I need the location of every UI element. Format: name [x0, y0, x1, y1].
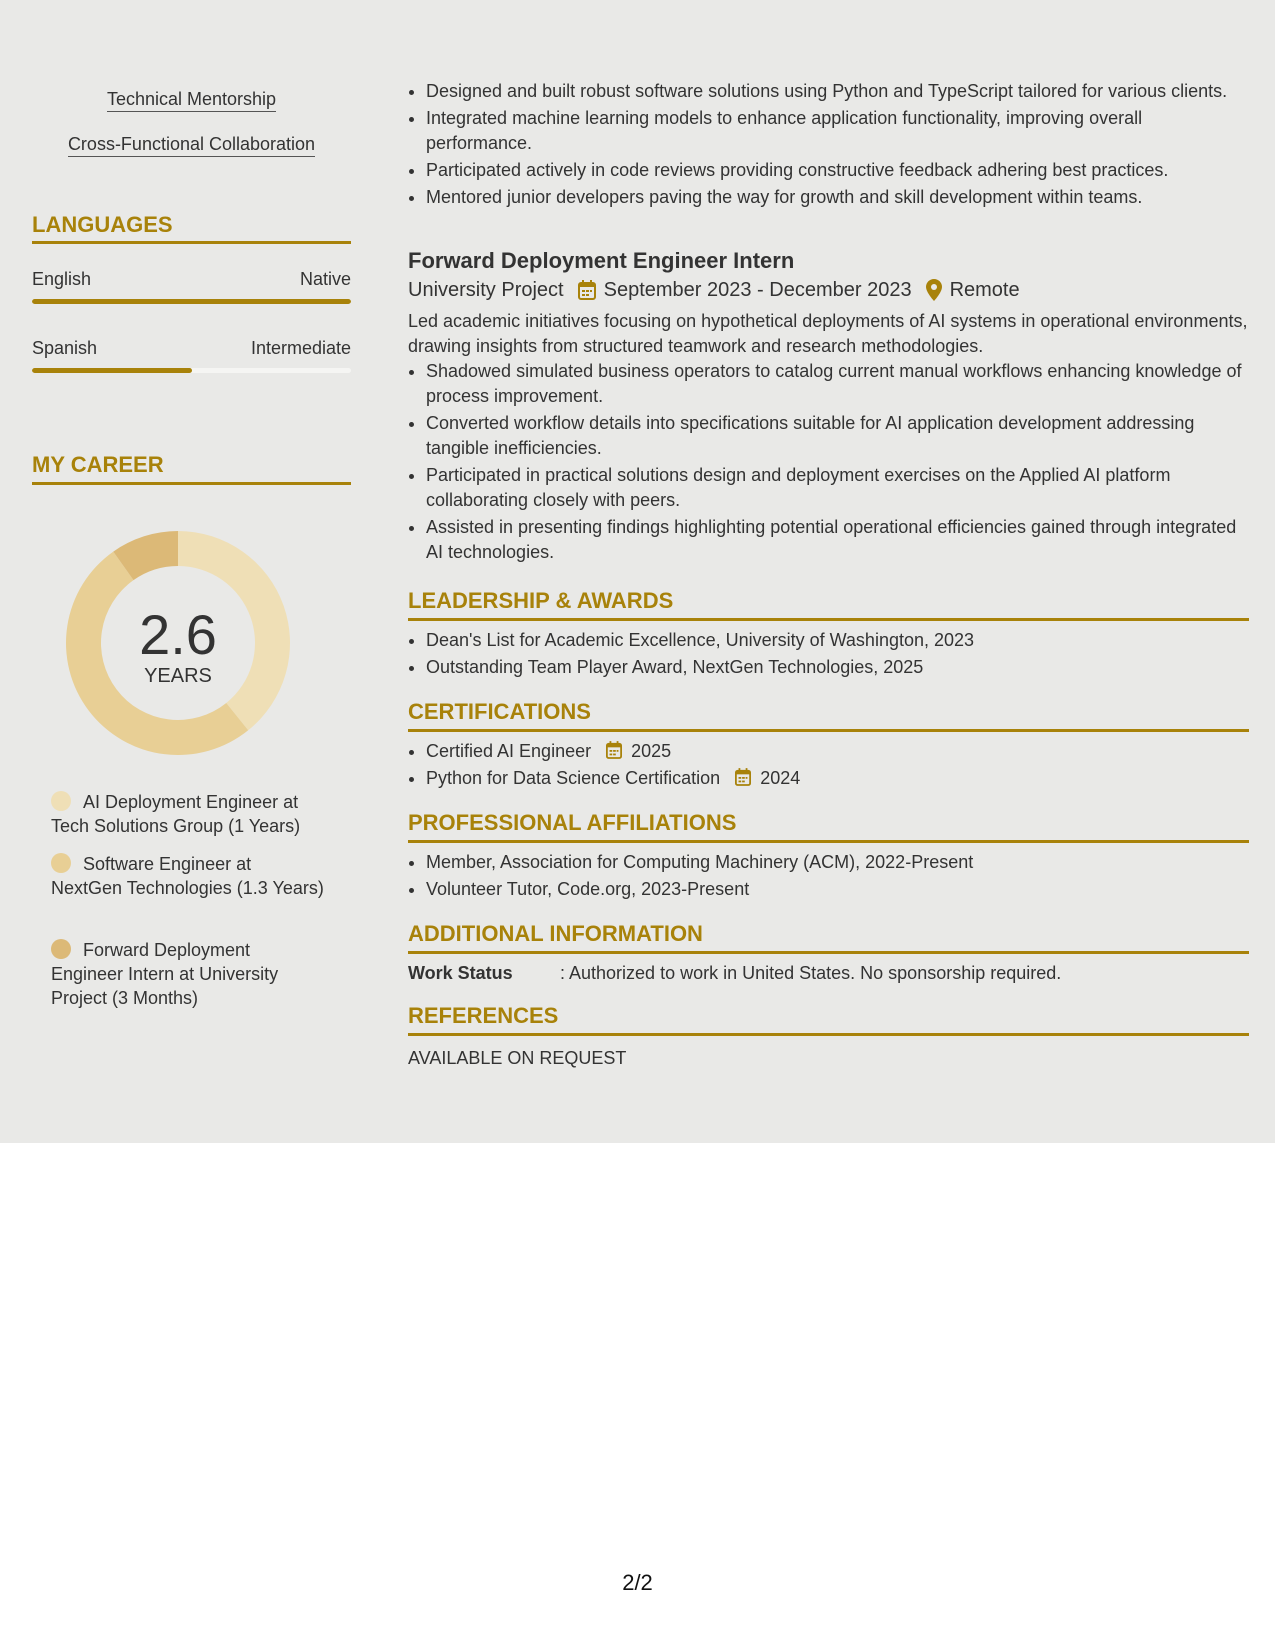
- career-legend-item: [51, 852, 326, 900]
- job-meta: [408, 275, 1249, 305]
- language-name: English: [32, 269, 92, 289]
- legend-dot: [51, 853, 71, 873]
- skill-cross-functional-collaboration[interactable]: Cross-Functional Collaboration: [32, 133, 351, 157]
- certification-year: 2024: [760, 768, 801, 788]
- bullet-item: • Converted workflow details into specifications suitable for AI application development addressing tangible inefficiencies.: [426, 411, 1249, 461]
- legend-label: AI Deployment Engineer at Tech Solutions Group (1 Years): [51, 792, 301, 836]
- languages-divider: [32, 241, 351, 244]
- certifications-list: [408, 739, 1249, 793]
- bullet-item: • Integrated machine learning models to enhance application functionality, improving overall performance.: [426, 106, 1249, 156]
- work-status-label: Work Status: [408, 963, 513, 983]
- job-location: Remote: [949, 279, 1020, 301]
- work-status-row: [408, 961, 1249, 985]
- certification-name: Python for Data Science Certification: [426, 768, 721, 788]
- career-legend-item: [51, 938, 326, 1010]
- certifications-heading: CERTIFICATIONS: [408, 699, 591, 724]
- awards-divider: [408, 618, 1249, 621]
- awards-list: [408, 628, 1249, 682]
- job-description: Led academic initiatives focusing on hypothetical deployments of AI systems in operational environments, drawing insights from structured teamwork and research methodologies.: [408, 311, 1248, 356]
- certification-item: [426, 766, 1249, 791]
- references-divider: [408, 1033, 1249, 1036]
- awards-heading: LEADERSHIP & AWARDS: [408, 588, 674, 613]
- intern-job: [408, 247, 1249, 567]
- legend-dot: [51, 791, 71, 811]
- references-heading: REFERENCES: [408, 1003, 559, 1028]
- career-total-unit: YEARS: [144, 665, 212, 687]
- references-text: AVAILABLE ON REQUEST: [408, 1048, 627, 1068]
- affiliations-divider: [408, 840, 1249, 843]
- additional-info-heading: ADDITIONAL INFORMATION: [408, 921, 703, 946]
- affiliation-item: • Volunteer Tutor, Code.org, 2023-Present: [426, 877, 1249, 902]
- language-english-bar: [32, 299, 351, 304]
- legend-dot: [51, 939, 71, 959]
- bullet-item: • Mentored junior developers paving the way for growth and skill development within teams.: [426, 185, 1249, 210]
- bullet-item: • Participated actively in code reviews providing constructive feedback adhering best practices.: [426, 158, 1249, 183]
- career-legend-item: [51, 790, 326, 838]
- certification-name: Certified AI Engineer: [426, 741, 592, 761]
- job-title: Forward Deployment Engineer Intern: [408, 248, 795, 273]
- language-level: Native: [299, 269, 351, 289]
- calendar-icon: [578, 280, 596, 300]
- certification-item: [426, 739, 1249, 764]
- certifications-divider: [408, 729, 1249, 732]
- job-dates: September 2023 - December 2023: [603, 279, 912, 301]
- language-level: Intermediate: [250, 338, 351, 358]
- previous-job-bullets: [408, 79, 1249, 212]
- bullet-item: • Shadowed simulated business operators to catalog current manual workflows enhancing knowledge of process improvement.: [426, 359, 1249, 409]
- award-item: • Dean's List for Academic Excellence, University of Washington, 2023: [426, 628, 1249, 653]
- language-english-bar-fill: [32, 299, 351, 304]
- additional-info-divider: [408, 951, 1249, 954]
- language-spanish-bar: [32, 368, 351, 373]
- skill-technical-mentorship[interactable]: Technical Mentorship: [32, 88, 351, 112]
- location-pin-icon: [926, 279, 942, 301]
- bullet-item: • Participated in practical solutions design and deployment exercises on the Applied AI platform collaborating closely with peers.: [426, 463, 1249, 513]
- certification-year: 2025: [631, 741, 672, 761]
- career-divider: [32, 482, 351, 485]
- language-name: Spanish: [32, 338, 98, 358]
- bullet-item: • Designed and built robust software solutions using Python and TypeScript tailored for various clients.: [426, 79, 1249, 104]
- calendar-icon: [606, 741, 622, 759]
- language-spanish: [32, 337, 351, 359]
- affiliations-heading: PROFESSIONAL AFFILIATIONS: [408, 810, 737, 835]
- legend-label: Forward Deployment Engineer Intern at University Project (3 Months): [51, 940, 279, 1008]
- career-heading: MY CAREER: [32, 452, 164, 477]
- affiliation-item: • Member, Association for Computing Machinery (ACM), 2022-Present: [426, 850, 1249, 875]
- job-company: University Project: [408, 279, 564, 301]
- page-number: 2/2: [622, 1570, 653, 1595]
- award-item: • Outstanding Team Player Award, NextGen Technologies, 2025: [426, 655, 1249, 680]
- affiliations-list: [408, 850, 1249, 904]
- languages-heading: LANGUAGES: [32, 212, 173, 237]
- legend-label: Software Engineer at NextGen Technologies (1.3 Years): [51, 854, 324, 898]
- language-spanish-bar-fill: [32, 368, 192, 373]
- career-total-years: 2.6: [139, 603, 217, 666]
- calendar-icon: [735, 768, 751, 786]
- language-english: [32, 268, 351, 290]
- work-status-value: : Authorized to work in United States. No sponsorship required.: [560, 963, 1062, 983]
- bullet-item: • Assisted in presenting findings highlighting potential operational efficiencies gained through integrated AI technologies.: [426, 515, 1249, 565]
